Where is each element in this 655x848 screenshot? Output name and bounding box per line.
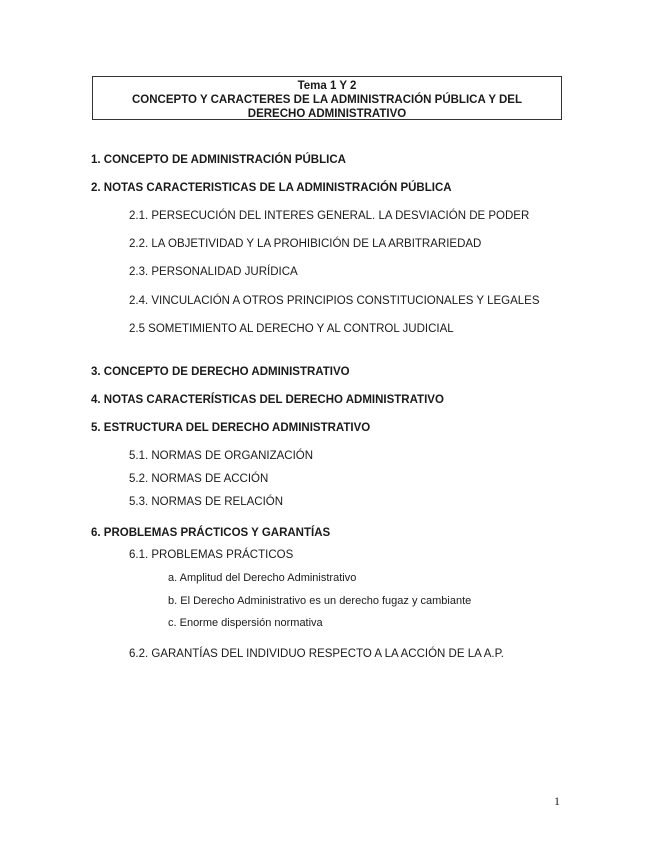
section-6-1-b-item: b. El Derecho Administrativo es un derecho fugaz y cambiante <box>168 595 472 607</box>
section-2-3-item: 2.3. PERSONALIDAD JURÍDICA <box>129 266 298 278</box>
section-4-heading: 4. NOTAS CARACTERÍSTICAS DEL DERECHO ADMINISTRATIVO <box>91 394 444 406</box>
section-6-1-a-item: a. Amplitud del Derecho Administrativo <box>168 572 357 584</box>
document-title-line-2: DERECHO ADMINISTRATIVO <box>247 108 407 120</box>
section-6-heading: 6. PROBLEMAS PRÁCTICOS Y GARANTÍAS <box>91 527 331 539</box>
section-6-1-item: 6.1. PROBLEMAS PRÁCTICOS <box>129 549 294 561</box>
section-6-2-item: 6.2. GARANTÍAS DEL INDIVIDUO RESPECTO A LA ACCIÓN DE LA A.P. <box>129 648 504 660</box>
section-5-2-item: 5.2. NORMAS DE ACCIÓN <box>129 473 269 485</box>
section-6-1-c-item: c. Enorme dispersión normativa <box>168 617 323 629</box>
document-title-box <box>92 76 562 120</box>
section-2-4-item: 2.4. VINCULACIÓN A OTROS PRINCIPIOS CONSTITUCIONALES Y LEGALES <box>129 295 540 307</box>
document-title-line-1: CONCEPTO Y CARACTERES DE LA ADMINISTRACIÓN PÚBLICA Y DEL <box>132 94 522 106</box>
section-2-1-item: 2.1. PERSECUCIÓN DEL INTERES GENERAL. LA DESVIACIÓN DE PODER <box>129 210 530 222</box>
section-2-heading: 2. NOTAS CARACTERISTICAS DE LA ADMINISTRACIÓN PÚBLICA <box>91 182 452 194</box>
section-5-heading: 5. ESTRUCTURA DEL DERECHO ADMINISTRATIVO <box>91 422 371 434</box>
section-2-5-item: 2.5 SOMETIMIENTO AL DERECHO Y AL CONTROL JUDICIAL <box>129 323 454 335</box>
page-number: 1 <box>554 794 560 808</box>
topic-label: Tema 1 Y 2 <box>297 80 357 92</box>
section-2-2-item: 2.2. LA OBJETIVIDAD Y LA PROHIBICIÓN DE LA ARBITRARIEDAD <box>129 238 482 250</box>
section-3-heading: 3. CONCEPTO DE DERECHO ADMINISTRATIVO <box>91 366 350 378</box>
section-5-1-item: 5.1. NORMAS DE ORGANIZACIÓN <box>129 450 314 462</box>
section-1-heading: 1. CONCEPTO DE ADMINISTRACIÓN PÚBLICA <box>91 154 346 166</box>
section-5-3-item: 5.3. NORMAS DE RELACIÓN <box>129 496 284 508</box>
